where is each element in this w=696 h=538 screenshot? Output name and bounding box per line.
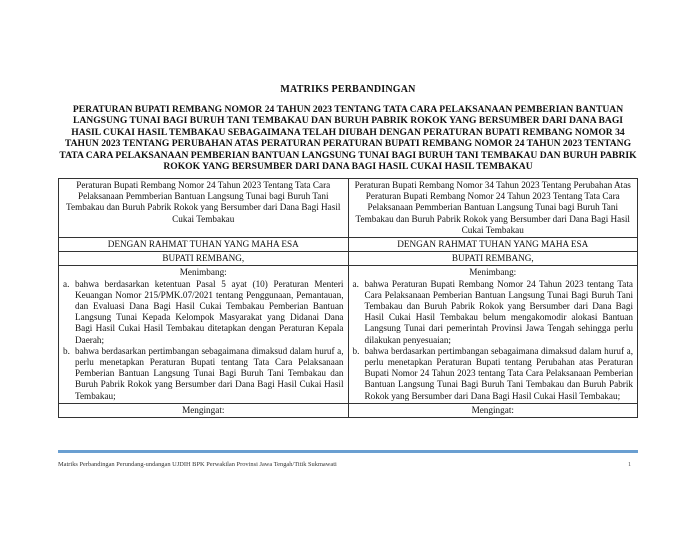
left-clause-b bbox=[63, 346, 344, 402]
page-number: 1 bbox=[628, 461, 632, 468]
clause-label: b. bbox=[352, 345, 360, 356]
left-clause-a bbox=[63, 279, 344, 346]
clause-label: a. bbox=[352, 278, 359, 289]
clause-label: b. bbox=[63, 345, 70, 356]
table-row bbox=[59, 252, 638, 266]
table-row bbox=[59, 179, 638, 238]
right-bupati-cell: BUPATI REMBANG, bbox=[348, 252, 638, 266]
left-rahmat-cell: DENGAN RAHMAT TUHAN YANG MAHA ESA bbox=[59, 238, 349, 252]
clause-text: bahwa berdasarkan ketentuan Pasal 5 ayat (10) Peraturan Menteri Keuangan Nomor 215/PMK.07/2021 tentang Penggunaan, Pemantauan, dan Evaluasi Dana Bagi Hasil Cukai Tembakau Pemberian Bantuan Langsung Tunai Kepada Kelompok Masyarakat yang Didanai Dana Bagi Hasil Cukai Hasil Tembakau ditetapkan dengan Peraturan Kepala Daerah; bbox=[75, 278, 344, 345]
table-row bbox=[59, 266, 638, 403]
document-title: MATRIKS PERBANDINGAN bbox=[280, 84, 416, 95]
right-menimbang-cell bbox=[348, 266, 638, 403]
right-menimbang-heading: Menimbang: bbox=[469, 267, 517, 278]
right-header-cell: Peraturan Bupati Rembang Nomor 34 Tahun 2023 Tentang Perubahan Atas Peraturan Bupati Rembang Nomor 24 Tahun 2023 Tentang Tata Cara Pelaksanaan Pemmberian Bantuan Langsung Tunai bagi Buruh Tani Tembakau dan Buruh Pabrik Rokok yang Bersumber dari Dana Bagi Hasil Cukai Tembakau bbox=[348, 179, 638, 238]
right-rahmat-cell: DENGAN RAHMAT TUHAN YANG MAHA ESA bbox=[348, 238, 638, 252]
table-row bbox=[59, 238, 638, 252]
right-clause-b bbox=[353, 346, 634, 402]
right-clause-a bbox=[353, 279, 634, 346]
left-menimbang-heading: Menimbang: bbox=[179, 267, 227, 278]
clause-text: bahwa berdasarkan pertimbangan sebagaimana dimaksud dalam huruf a, perlu menetapkan Peraturan Bupati tentang Tata Cara Pelaksanaan Pemberian Bantuan Langsung Tunai Bagi Buruh Tani Tembakau dan Buruh Pabrik Rokok yang Bersumber dari Dana Bagi Hasil Cukai Hasil Tembakau; bbox=[75, 345, 344, 401]
footer-rule bbox=[58, 450, 638, 453]
document-subtitle: PERATURAN BUPATI REMBANG NOMOR 24 TAHUN 2023 TENTANG TATA CARA PELAKSANAAN PEMBERIAN BANTUAN LANGSUNG TUNAI BAGI BURUH TANI TEMBAKAU DAN BURUH PABRIK ROKOK YANG BERSUMBER DARI DANA BAGI HASIL CUKAI HASIL TEMBAKAU SEBAGAIMANA TELAH DIUBAH DENGAN PERATURAN BUPATI REMBANG NOMOR 34 TAHUN 2023 TENTANG PERUBAHAN ATAS PERATURAN PERATURAN BUPATI REMBANG NOMOR 24 TAHUN 2023 TENTANG TATA CARA PELAKSANAAN PEMBERIAN BANTUAN LANGSUNG TUNAI BAGI BURUH TANI TEMBAKAU DAN BURUH PABRIK ROKOK YANG BERSUMBER DARI DANA BAGI HASIL CUKAI HASIL TEMBAKAU bbox=[59, 104, 637, 173]
left-mengingat-cell: Mengingat: bbox=[59, 403, 349, 417]
left-bupati-cell: BUPATI REMBANG, bbox=[59, 252, 349, 266]
clause-label: a. bbox=[63, 278, 70, 289]
table-row bbox=[59, 403, 638, 417]
clause-text: bahwa berdasarkan pertimbangan sebagaimana dimaksud dalam huruf a, perlu menetapkan Peraturan Bupati tentang Perubahan atas Peraturan Bupati Nomor 24 Tahun 2023 tentang Tata Cara Pelaksanaan Pemberian Bantuan Langsung Tunai Bagi Buruh Tani Tembakau dan Buruh Pabrik Rokok yang Bersumber dari Dana Bagi Hasil Cukai Hasil Tembakau; bbox=[364, 345, 633, 401]
right-mengingat-cell: Mengingat: bbox=[348, 403, 638, 417]
left-menimbang-cell bbox=[59, 266, 349, 403]
comparison-table bbox=[58, 178, 638, 418]
clause-text: bahwa Peraturan Bupati Rembang Nomor 24 Tahun 2023 tentang Tata Cara Pelaksanaan Pemberian Bantuan Langsung Tunai Bagi Buruh Tani Tembakau dan Buruh Pabrik Rokok yang Bersumber dari Dana Bagi Hasil Cukai Hasil Tembakau belum mengakomodir alokasi Bantuan Langsung Tunai dari pemerintah Provinsi Jawa Tengah sehingga perlu dilakukan penyesuaian; bbox=[364, 278, 633, 345]
footer-text: Matriks Perbandingan Perundang-undangan UJDIH BPK Perwakilan Provinsi Jawa Tengah/Titik Sukmawati bbox=[58, 461, 337, 468]
left-header-cell: Peraturan Bupati Rembang Nomor 24 Tahun 2023 Tentang Tata Cara Pelaksanaan Pemmberian Bantuan Langsung Tunai bagi Buruh Tani Tembakau dan Buruh Pabrik Rokok yang Bersumber dari Dana Bagi Hasil Cukai Tembakau bbox=[59, 179, 349, 238]
